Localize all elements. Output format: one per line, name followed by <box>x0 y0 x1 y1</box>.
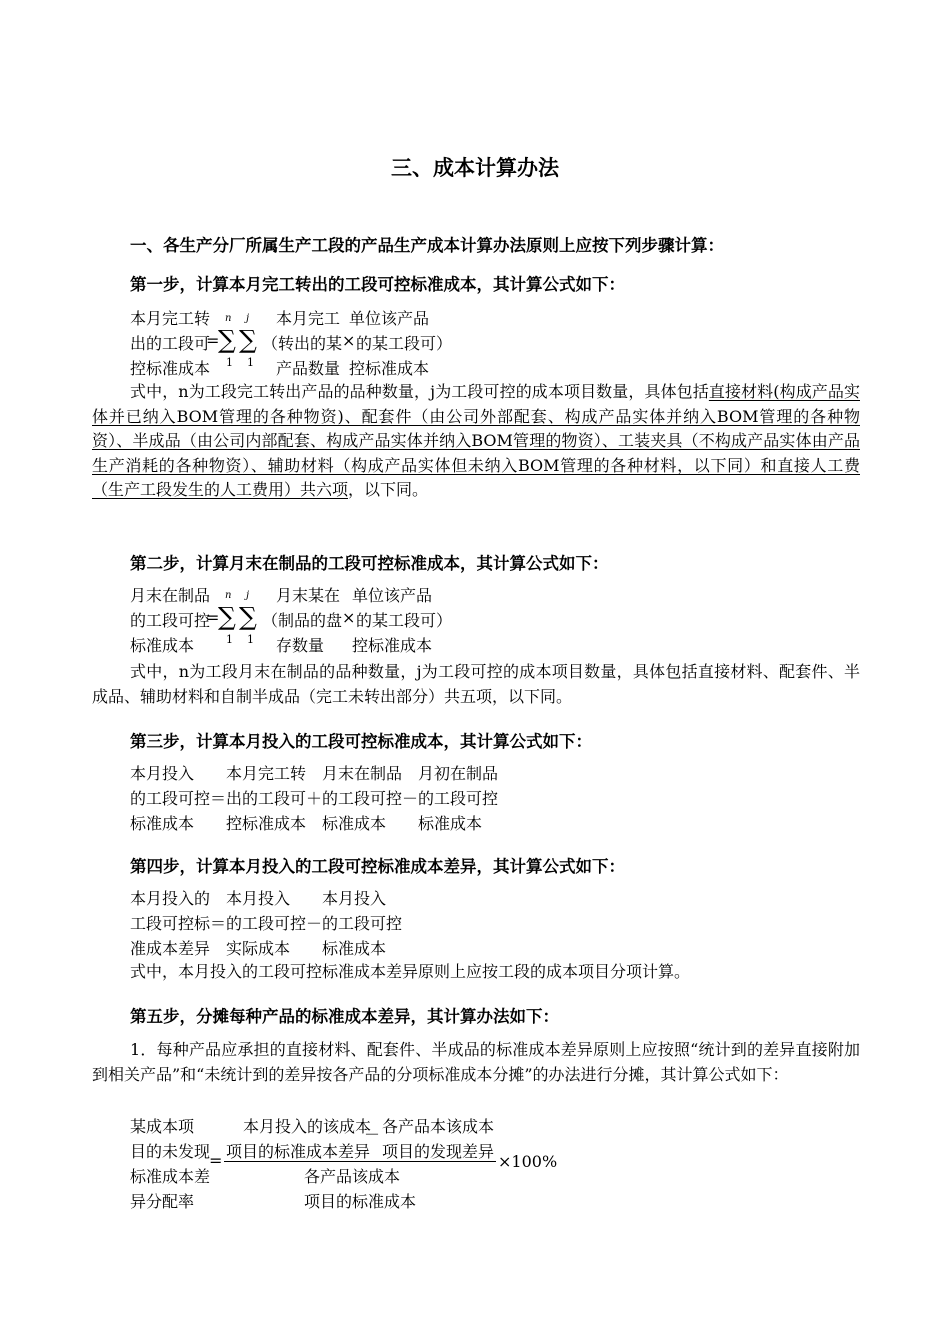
numerator-b-line-1: 各产品本该成本 <box>382 1117 495 1136</box>
lhs-line-3: 控标准成本 <box>130 359 211 378</box>
denominator-line-2: 项目的标准成本 <box>304 1192 417 1211</box>
lhs-line-1: 月末在制品 <box>130 586 211 605</box>
numerator-a-line-1: 本月投入的该成本 <box>243 1117 372 1136</box>
step4-description: 式中，本月投入的工段可控标准成本差异原则上应按工段的成本项目分项计算。 <box>130 962 691 981</box>
sigma-lower-1: 1 <box>226 633 233 646</box>
step2-heading: 第二步，计算月末在制品的工段可控标准成本，其计算公式如下： <box>130 554 609 573</box>
desc-underlined: 直接材料(构成产品实体并已纳入BOM管理的各种物资)、配套件（由公司外部配套、构成产品实体并纳入BOM管理的各种物资）、半成品（由公司内部配套、构成产品实体并纳入BOM管理的物资）、工装夹具（不构成产品实体由产品生产消耗的各种物资）、辅助材料（构成产品实体但未纳入BOM管理的各种材料，以下同）和直接人工费（生产工段发生的人工费用）共六项 <box>92 382 860 499</box>
step4-formula-line-1: 本月投入的 本月投入 本月投入 <box>130 889 387 908</box>
sigma-symbol: ∑ <box>239 325 257 354</box>
term1-line-2: （制品的盘 <box>262 611 343 630</box>
sigma-lower-1: 1 <box>247 356 254 369</box>
step2-description: 式中，n为工段月末在制品的品种数量，j为工段可控的成本项目数量，具体包括直接材料、配套件、半成品、辅助材料和自制半成品（完工未转出部分）共五项，以下同。 <box>92 662 860 706</box>
lhs-line-3: 标准成本 <box>130 636 195 655</box>
step4-heading: 第四步，计算本月投入的工段可控标准成本差异，其计算公式如下： <box>130 857 625 876</box>
lhs-line-4: 异分配率 <box>130 1192 195 1211</box>
term2-line-1: 单位该产品 <box>349 309 430 328</box>
times-sign: × <box>342 608 356 627</box>
numerator-b-line-2: 项目的发现差异 <box>382 1142 495 1161</box>
lhs-line-1: 本月完工转 <box>130 309 211 328</box>
term1-line-3: 存数量 <box>276 636 325 655</box>
term1-line-1: 本月完工 <box>276 309 341 328</box>
sigma-symbol: ∑ <box>239 602 257 631</box>
percent-factor: ×100% <box>498 1152 558 1171</box>
step5-item-1: 1．每种产品应承担的直接材料、配套件、半成品的标准成本差异原则上应按照“统计到的差异直接附加到相关产品”和“未统计到的差异按各产品的分项标准成本分摊”的办法进行分摊，其计算公式如下： <box>92 1040 860 1084</box>
desc-tail: ，以下同。 <box>348 480 429 499</box>
term1-line-2: （转出的某 <box>262 334 343 353</box>
term2-line-2: 的某工段可） <box>356 334 453 353</box>
step3-heading: 第三步，计算本月投入的工段可控标准成本，其计算公式如下： <box>130 732 592 751</box>
sigma-lower-1: 1 <box>226 356 233 369</box>
step4-formula-line-2: 工段可控标＝的工段可控－的工段可控 <box>130 914 403 933</box>
term2-line-3: 控标准成本 <box>352 636 433 655</box>
denominator-line-1: 各产品该成本 <box>304 1167 401 1186</box>
page-title: 三、成本计算办法 <box>391 156 559 180</box>
lhs-line-1: 某成本项 <box>130 1117 195 1136</box>
step5-heading: 第五步，分摊每种产品的标准成本差异，其计算办法如下： <box>130 1007 559 1026</box>
step3-formula-line-3: 标准成本 控标准成本 标准成本 标准成本 <box>130 814 483 833</box>
sigma-upper-j: j <box>246 590 250 601</box>
lhs-line-3: 标准成本差 <box>130 1167 211 1186</box>
step4-formula-line-3: 准成本差异 实际成本 标准成本 <box>130 939 387 958</box>
term1-line-1: 月末某在 <box>276 586 341 605</box>
section-heading-1: 一、各生产分厂所属生产工段的产品生产成本计算办法原则上应按下列步骤计算： <box>130 236 724 255</box>
sigma-symbol: ∑ <box>218 325 236 354</box>
step1-heading: 第一步，计算本月完工转出的工段可控标准成本，其计算公式如下： <box>130 275 625 294</box>
step1-description <box>92 380 860 503</box>
step3-formula-line-1: 本月投入 本月完工转 月末在制品 月初在制品 <box>130 764 499 783</box>
step3-formula-line-2: 的工段可控＝出的工段可＋的工段可控－的工段可控 <box>130 789 499 808</box>
sigma-upper-j: j <box>246 313 250 324</box>
minus-sign: － <box>364 1125 381 1144</box>
equals-sign: = <box>206 608 220 627</box>
sigma-lower-1: 1 <box>247 633 254 646</box>
numerator-a-line-2: 项目的标准成本差异 <box>226 1142 371 1161</box>
equals-sign: = <box>209 1151 223 1170</box>
lhs-line-2: 目的未发现 <box>130 1142 211 1161</box>
term2-line-1: 单位该产品 <box>352 586 433 605</box>
lhs-line-2: 出的工段可 <box>130 334 211 353</box>
term1-line-3: 产品数量 <box>276 359 341 378</box>
fraction-bar <box>224 1161 496 1162</box>
lhs-line-2: 的工段可控 <box>130 611 211 630</box>
sigma-symbol: ∑ <box>218 602 236 631</box>
term2-line-2: 的某工段可） <box>356 611 453 630</box>
term2-line-3: 控标准成本 <box>349 359 430 378</box>
equals-sign: = <box>206 331 220 350</box>
desc-lead: 式中，n为工段完工转出产品的品种数量，j为工段可控的成本项目数量，具体包括 <box>130 382 709 401</box>
sigma-upper-n: n <box>225 313 232 324</box>
times-sign: × <box>342 331 356 350</box>
sigma-upper-n: n <box>225 590 232 601</box>
